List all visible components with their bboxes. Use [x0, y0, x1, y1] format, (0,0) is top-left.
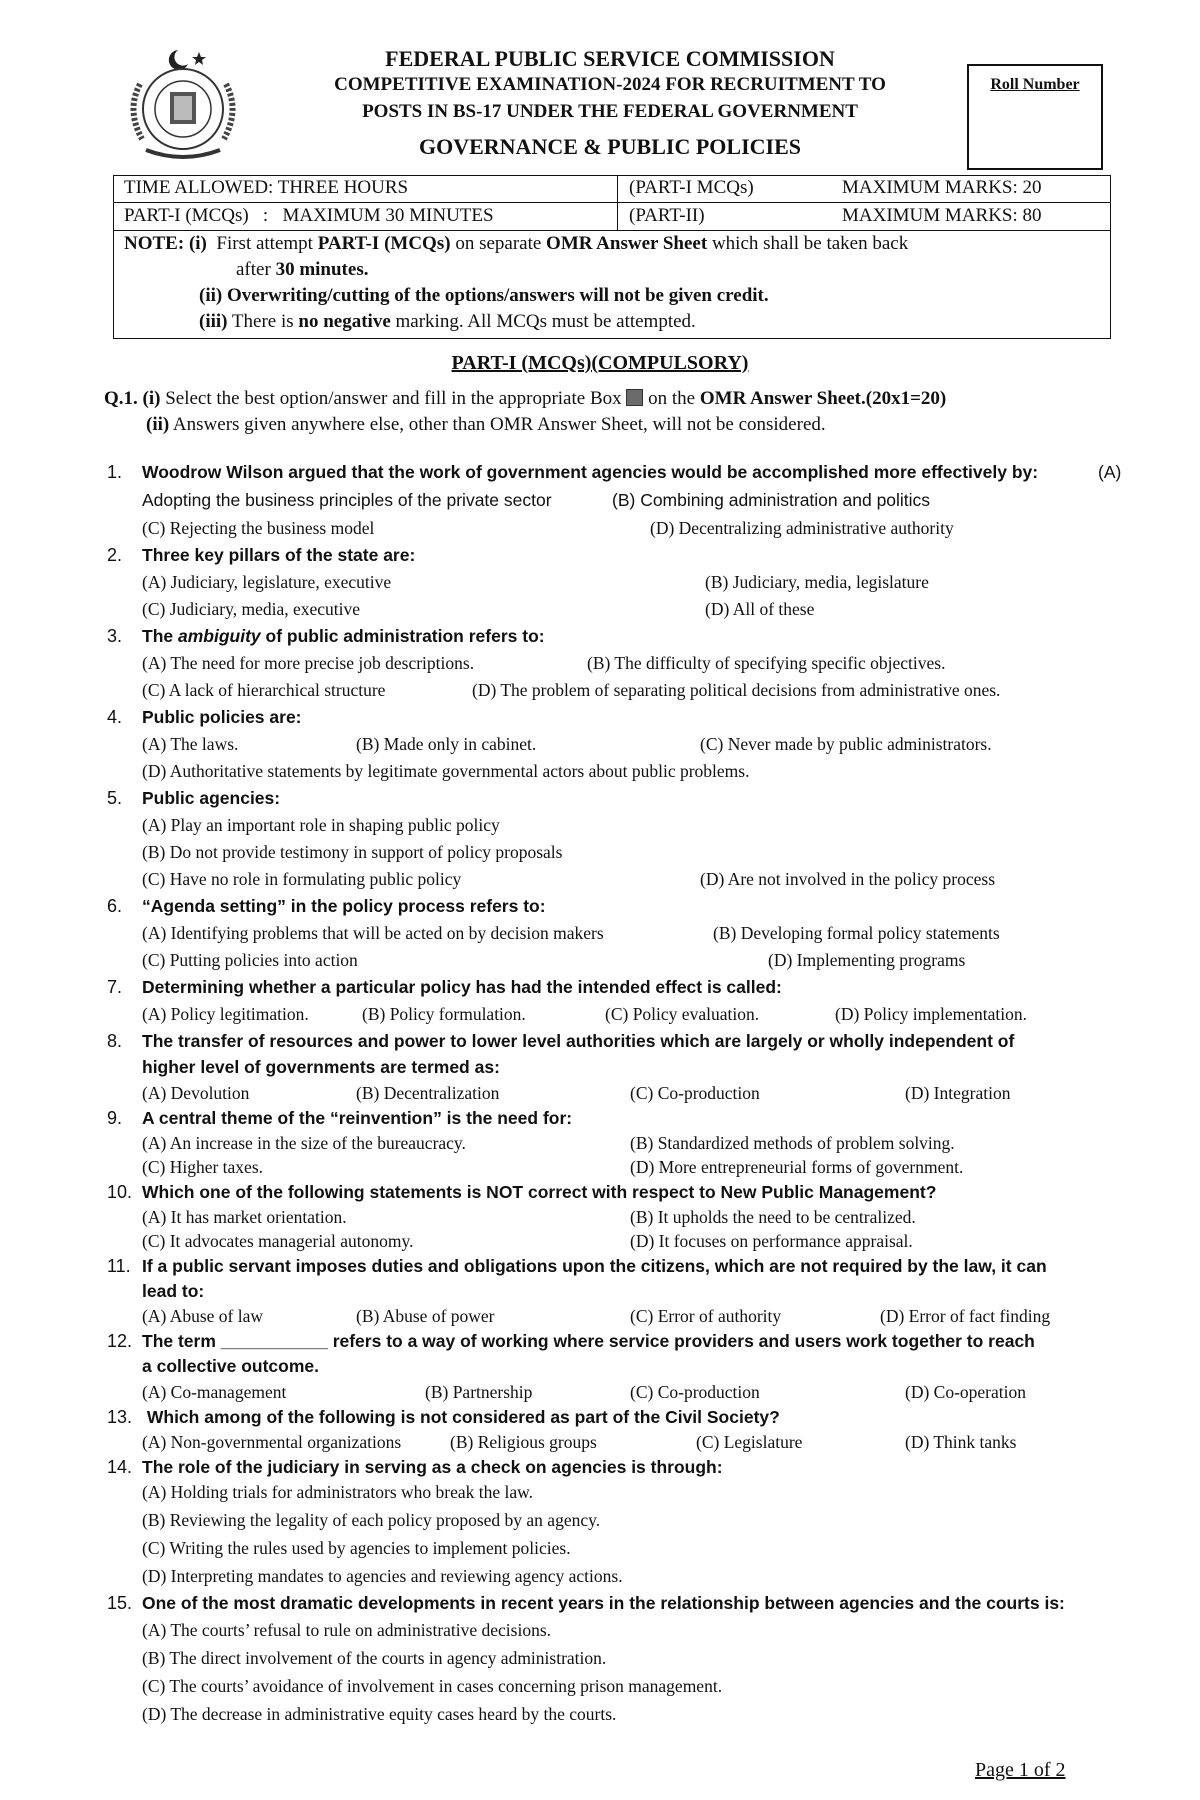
subject-title: GOVERNANCE & PUBLIC POLICIES [419, 134, 801, 159]
option-c[interactable]: (C) A lack of hierarchical structure [142, 680, 386, 700]
question-text: Woodrow Wilson argued that the work of government agencies would be accomplished more effectively by: [142, 462, 1039, 482]
option-c[interactable]: (C) Co-production [630, 1083, 760, 1103]
option-c[interactable]: (C) Putting policies into action [142, 950, 358, 970]
question-text: Determining whether a particular policy has had the intended effect is called: [142, 977, 782, 997]
option-b[interactable]: (B) Standardized methods of problem solving. [630, 1133, 955, 1153]
option-b[interactable]: (B) The difficulty of specifying specific objectives. [587, 653, 946, 673]
question-text: Public policies are: [142, 707, 302, 727]
question-text: Three key pillars of the state are: [142, 545, 416, 565]
question-text: Public agencies: [142, 788, 281, 808]
option-a[interactable]: (A) Co-management [142, 1382, 287, 1402]
question-text: lead to: [142, 1281, 205, 1301]
question-number: 4. [107, 707, 123, 727]
option-a[interactable]: (A) The courts’ refusal to rule on administrative decisions. [142, 1620, 552, 1640]
question-number: 13. [107, 1407, 133, 1427]
q1-instruction-ii: (ii) Answers given anywhere else, other than OMR Answer Sheet, will not be considered. [146, 414, 826, 435]
part1-label: (PART-I MCQs) [629, 177, 754, 198]
option-b[interactable]: (B) Abuse of power [356, 1306, 495, 1326]
question-number: 1. [107, 462, 123, 482]
question-text: Which one of the following statements is NOT correct with respect to New Public Management? [142, 1182, 937, 1202]
option-d[interactable]: (D) The problem of separating political decisions from administrative ones. [472, 680, 1001, 700]
option-c[interactable]: (C) Legislature [696, 1432, 803, 1452]
option-label: (A) [1098, 462, 1122, 482]
question-text: a collective outcome. [142, 1356, 320, 1376]
option-c[interactable]: (C) Error of authority [630, 1306, 782, 1326]
option-d[interactable]: (D) Think tanks [905, 1432, 1017, 1452]
option-b[interactable]: (B) Combining administration and politics [612, 490, 931, 510]
question-number: 10. [107, 1182, 133, 1202]
option-d[interactable]: (D) Error of fact finding [880, 1306, 1051, 1326]
option-c[interactable]: (C) Policy evaluation. [605, 1004, 760, 1024]
question-number: 5. [107, 788, 123, 808]
note-i-cont: after 30 minutes. [236, 259, 369, 280]
part2-max-marks: MAXIMUM MARKS: 80 [842, 205, 1042, 226]
option-c[interactable]: (C) It advocates managerial autonomy. [142, 1231, 414, 1251]
option-b[interactable]: (B) Made only in cabinet. [356, 734, 537, 754]
question-number: 9. [107, 1108, 123, 1128]
question-number: 6. [107, 896, 123, 916]
option-b[interactable]: (B) It upholds the need to be centralized. [630, 1207, 916, 1227]
question-number: 11. [107, 1256, 131, 1276]
question-number: 12. [107, 1331, 133, 1351]
option-a[interactable]: (A) Devolution [142, 1083, 250, 1103]
part2-label: (PART-II) [629, 205, 705, 226]
option-d[interactable]: (D) Co-operation [905, 1382, 1027, 1402]
option-a[interactable]: (A) It has market orientation. [142, 1207, 347, 1227]
exam-info-table [113, 175, 1111, 339]
option-c[interactable]: (C) Have no role in formulating public policy [142, 869, 462, 889]
commission-title: FEDERAL PUBLIC SERVICE COMMISSION [385, 46, 835, 71]
question-number: 8. [107, 1031, 123, 1051]
option-c[interactable]: (C) Co-production [630, 1382, 760, 1402]
note-ii: (ii) Overwriting/cutting of the options/answers will not be given credit. [199, 285, 769, 306]
option-b[interactable]: (B) Judiciary, media, legislature [705, 572, 929, 592]
exam-title-line2: POSTS IN BS-17 UNDER THE FEDERAL GOVERNMENT [362, 101, 858, 122]
question-text: Which among of the following is not considered as part of the Civil Society? [142, 1407, 780, 1427]
question-number: 7. [107, 977, 123, 997]
option-b[interactable]: (B) Partnership [425, 1382, 533, 1402]
question-number: 15. [107, 1593, 133, 1613]
question-text: The role of the judiciary in serving as a check on agencies is through: [142, 1457, 723, 1477]
option-a[interactable]: (A) Play an important role in shaping public policy [142, 815, 500, 835]
question-text: “Agenda setting” in the policy process refers to: [142, 896, 546, 916]
question-number: 2. [107, 545, 123, 565]
option-a[interactable]: Adopting the business principles of the private sector [142, 490, 552, 510]
option-d[interactable]: (D) Policy implementation. [835, 1004, 1027, 1024]
option-d[interactable]: (D) Integration [905, 1083, 1011, 1103]
option-d[interactable]: (D) Authoritative statements by legitimate governmental actors about public problems. [142, 761, 750, 781]
option-a[interactable]: (A) The need for more precise job descriptions. [142, 653, 475, 673]
option-d[interactable]: (D) The decrease in administrative equity cases heard by the courts. [142, 1704, 617, 1724]
omr-box-icon [626, 389, 643, 406]
option-a[interactable]: (A) Non-governmental organizations [142, 1432, 402, 1452]
option-b[interactable]: (B) Do not provide testimony in support of policy proposals [142, 842, 563, 862]
option-b[interactable]: (B) Policy formulation. [362, 1004, 526, 1024]
option-c[interactable]: (C) The courts’ avoidance of involvement in cases concerning prison management. [142, 1676, 723, 1696]
part1-max-marks: MAXIMUM MARKS: 20 [842, 177, 1042, 198]
option-b[interactable]: (B) Religious groups [450, 1432, 597, 1452]
option-b[interactable]: (B) The direct involvement of the courts in agency administration. [142, 1648, 607, 1668]
option-a[interactable]: (A) Policy legitimation. [142, 1004, 309, 1024]
option-c[interactable]: (C) Never made by public administrators. [700, 734, 992, 754]
option-a[interactable]: (A) The laws. [142, 734, 239, 754]
option-d[interactable]: (D) More entrepreneurial forms of government. [630, 1157, 964, 1177]
q1-instruction-i: Q.1. (i) Select the best option/answer and fill in the appropriate Box on the OMR Answer Sheet.(20x1=20) [104, 388, 947, 409]
option-b[interactable]: (B) Developing formal policy statements [713, 923, 1000, 943]
question-number: 3. [107, 626, 123, 646]
option-c[interactable]: (C) Higher taxes. [142, 1157, 264, 1177]
option-d[interactable]: (D) All of these [705, 599, 815, 619]
option-d[interactable]: (D) Implementing programs [768, 950, 966, 970]
question-text: One of the most dramatic developments in recent years in the relationship between agencies and the courts is: [142, 1593, 1065, 1613]
question-text: The term ___________ refers to a way of working where service providers and users work together to reach [142, 1331, 1035, 1351]
note-i: NOTE: (i) First attempt PART-I (MCQs) on separate OMR Answer Sheet which shall be taken back [124, 233, 909, 254]
option-a[interactable]: (A) Judiciary, legislature, executive [142, 572, 392, 592]
commission-logo [108, 44, 258, 164]
question-text: higher level of governments are termed as: [142, 1057, 500, 1077]
option-c[interactable]: (C) Writing the rules used by agencies to implement policies. [142, 1538, 571, 1558]
option-b[interactable]: (B) Reviewing the legality of each policy proposed by an agency. [142, 1510, 601, 1530]
option-a[interactable]: (A) An increase in the size of the bureaucracy. [142, 1133, 466, 1153]
roll-number-box[interactable] [967, 64, 1103, 170]
roll-number-label: Roll Number [990, 76, 1080, 93]
option-d[interactable]: (D) Decentralizing administrative authority [650, 518, 954, 538]
question-number: 14. [107, 1457, 133, 1477]
question-text: If a public servant imposes duties and obligations upon the citizens, which are not required by the law, it can [142, 1256, 1047, 1276]
option-d[interactable]: (D) It focuses on performance appraisal. [630, 1231, 913, 1251]
note-iii: (iii) There is no negative marking. All MCQs must be attempted. [199, 311, 696, 332]
question-text: The transfer of resources and power to lower level authorities which are largely or wholly independent of [142, 1031, 1015, 1051]
option-d[interactable]: (D) Are not involved in the policy process [700, 869, 996, 889]
part1-time: PART-I (MCQs) : MAXIMUM 30 MINUTES [124, 205, 494, 226]
option-b[interactable]: (B) Decentralization [356, 1083, 500, 1103]
option-c[interactable]: (C) Rejecting the business model [142, 518, 375, 538]
option-a[interactable]: (A) Holding trials for administrators who break the law. [142, 1482, 534, 1502]
question-text: The ambiguity of public administration refers to: [142, 626, 545, 646]
question-text: A central theme of the “reinvention” is the need for: [142, 1108, 573, 1128]
option-a[interactable]: (A) Abuse of law [142, 1306, 264, 1326]
page-number: Page 1 of 2 [975, 1759, 1066, 1781]
exam-title-line1: COMPETITIVE EXAMINATION-2024 FOR RECRUITMENT TO [334, 74, 886, 95]
option-a[interactable]: (A) Identifying problems that will be acted on by decision makers [142, 923, 604, 943]
part1-heading: PART-I (MCQs)(COMPULSORY) [451, 352, 749, 374]
option-d[interactable]: (D) Interpreting mandates to agencies and reviewing agency actions. [142, 1566, 623, 1586]
time-allowed: TIME ALLOWED: THREE HOURS [124, 177, 409, 198]
option-c[interactable]: (C) Judiciary, media, executive [142, 599, 361, 619]
